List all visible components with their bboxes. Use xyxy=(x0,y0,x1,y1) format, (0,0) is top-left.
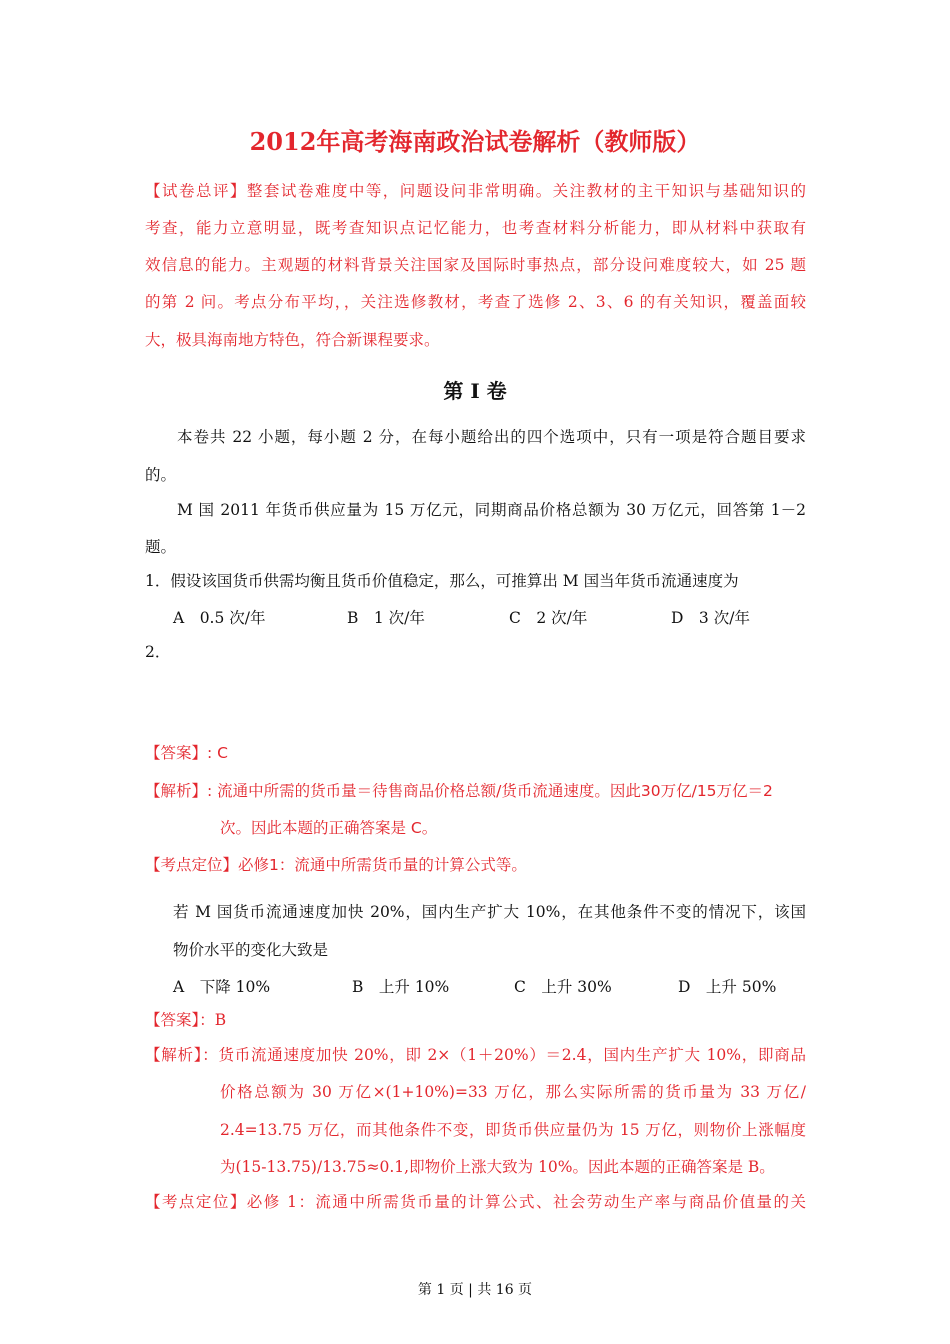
q1-option-d: D 3 次/年 xyxy=(671,609,750,627)
question-2-label: 2． xyxy=(145,643,171,661)
analysis-2-line: 【解析】：货币流通速度加快 20%，即 2×（1＋20%）＝2.4，国内生产扩大 10%，即商品 xyxy=(145,1046,806,1064)
analysis-1-line: 【解析】: 流通中所需的货币量＝待售商品价格总额/货币流通速度。因此30万亿/15万亿＝2 xyxy=(145,782,773,800)
summary-line: 大，极具海南地方特色，符合新课程要求。 xyxy=(145,331,440,349)
analysis-2-line: 2.4=13.75 万亿，而其他条件不变，即货币供应量仍为 15 万亿，则物价上涨幅度 xyxy=(220,1121,806,1139)
point-2: 【考点定位】必修 1：流通中所需货币量的计算公式、社会劳动生产率与商品价值量的关 xyxy=(145,1193,806,1211)
question-2-stem-line: 物价水平的变化大致是 xyxy=(173,941,329,959)
summary-line: 考查，能力立意明显，既考查知识点记忆能力，也考查材料分析能力，即从材料中获取有 xyxy=(145,219,806,237)
document-title: 2012年高考海南政治试卷解析（教师版） xyxy=(249,127,701,156)
answer-1: 【答案】: C xyxy=(145,744,228,762)
material-line: M 国 2011 年货币供应量为 15 万亿元，同期商品价格总额为 30 万亿元，回答第 1－2 xyxy=(177,501,806,519)
question-2-stem-line: 若 M 国货币流通速度加快 20%，国内生产扩大 10%，在其他条件不变的情况下，该国 xyxy=(173,903,806,921)
q2-option-d: D 上升 50% xyxy=(678,978,777,996)
summary-line: 【试卷总评】整套试卷难度中等，问题设问非常明确。关注教材的主干知识与基础知识的 xyxy=(145,182,806,200)
section-title: 第 I 卷 xyxy=(443,379,507,403)
answer-2: 【答案】：B xyxy=(145,1011,227,1029)
intro-line: 本卷共 22 小题，每小题 2 分，在每小题给出的四个选项中，只有一项是符合题目要求 xyxy=(177,428,806,446)
material-line: 题。 xyxy=(145,538,177,556)
analysis-2-line: 为(15-13.75)/13.75≈0.1,即物价上涨大致为 10%。因此本题的正确答案是 B。 xyxy=(220,1158,775,1176)
summary-line: 的第 2 问。考点分布平均，，关注选修教材，考查了选修 2、3、6 的有关知识，覆盖面较 xyxy=(145,293,806,311)
analysis-1-line: 次。因此本题的正确答案是 C。 xyxy=(220,819,438,837)
q2-option-c: C 上升 30% xyxy=(514,978,612,996)
q2-option-b: B 上升 10% xyxy=(352,978,450,996)
question-1-stem: 1．假设该国货币供需均衡且货币价值稳定，那么，可推算出 M 国当年货币流通速度为 xyxy=(145,572,739,590)
summary-line: 效信息的能力。主观题的材料背景关注国家及国际时事热点，部分设问难度较大，如 25 题 xyxy=(145,256,806,274)
page-footer: 第 1 页 | 共 16 页 xyxy=(417,1282,533,1298)
q1-option-b: B 1 次/年 xyxy=(347,609,425,627)
analysis-2-line: 价格总额为 30 万亿×(1+10%)=33 万亿，那么实际所需的货币量为 33 万亿/ xyxy=(220,1083,806,1101)
q1-option-a: A 0.5 次/年 xyxy=(173,609,266,627)
point-1: 【考点定位】必修1：流通中所需货币量的计算公式等。 xyxy=(145,856,527,874)
q1-option-c: C 2 次/年 xyxy=(509,609,588,627)
q2-option-a: A 下降 10% xyxy=(173,978,271,996)
intro-line: 的。 xyxy=(145,466,177,484)
